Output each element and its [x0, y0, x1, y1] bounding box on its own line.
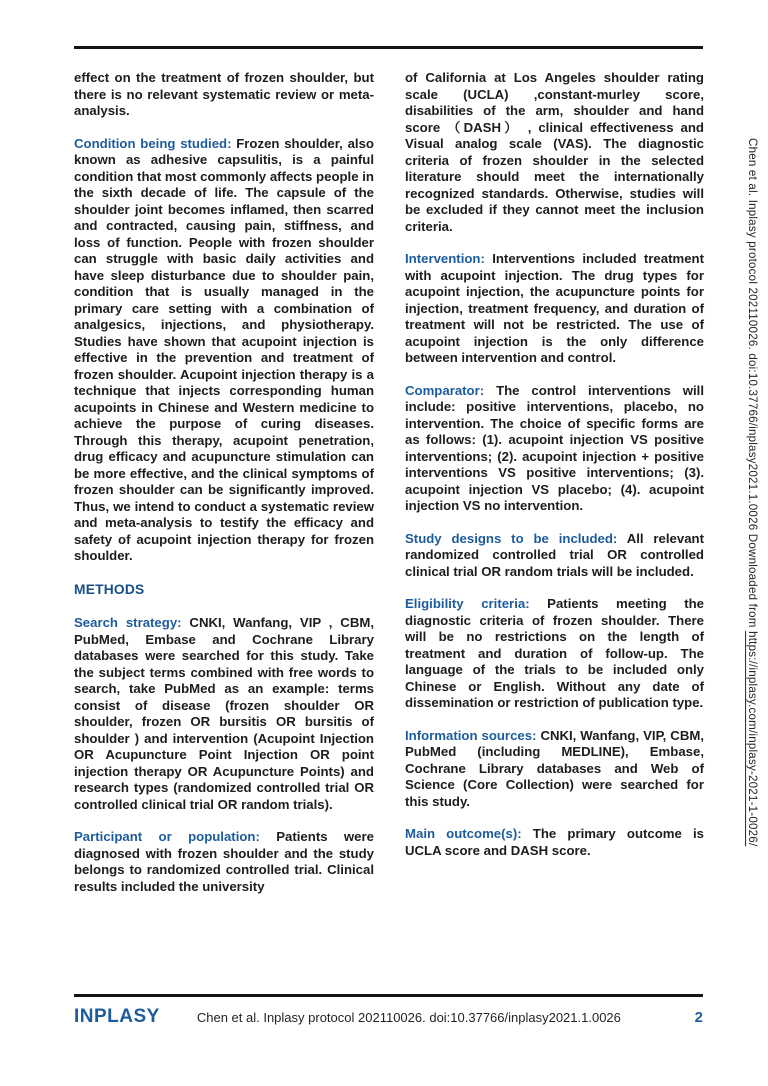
- paragraph-text: CNKI, Wanfang, VIP, CBM, PubMed (including MEDLINE), Embase, Cochrane Library databases and Web of Science (Core Collection) were searched for this study.: [405, 727, 704, 809]
- paragraph-text: Frozen shoulder, also known as adhesive capsulitis, is a painful condition that most commonly affects people in the sixth decade of life. The capsule of the shoulder joint becomes inflamed, then scarred and contracted, causing pain, stiffness, and loss of function. People with frozen shoulder can struggle with basic daily activities and have sleep disturbance due to shoulder pain, condition that is usually managed in the primary care setting with a combination of analgesics, injections, and physiotherapy. Studies have shown that acupoint injection is effective in the prevention and treatment of frozen shoulder. Acupoint injection therapy is a technique that injects corresponding human acupoints in Chinese and Western medicine to achieve the purpose of curing diseases. Through this therapy, acupoint penetration, drug efficacy and acupuncture stimulation can be more effective, and the clinical symptoms of frozen shoulder can be significantly improved. Thus, we intend to conduct a systematic review and meta-analysis to testify the efficacy and safety of acupoint injection therapy for frozen shoulder.: [74, 135, 374, 563]
- left-column: [74, 70, 374, 895]
- section-paragraph: [74, 136, 374, 565]
- section-label: Information sources:: [405, 727, 541, 743]
- sidebar-citation-link[interactable]: https://inplasy.com/inplasy-2021-1-0026/: [746, 631, 759, 847]
- vertical-citation-sidebar: [741, 138, 763, 974]
- section-paragraph: [405, 596, 704, 712]
- section-paragraph: [405, 383, 704, 515]
- section-paragraph: [74, 829, 374, 895]
- section-label: Participant or population:: [74, 829, 277, 844]
- paragraph-text: The primary outcome is UCLA score and DASH score.: [405, 826, 705, 858]
- paragraph-text: Patients meeting the diagnostic criteria of frozen shoulder. There will be no restrictions on the length of treatment and duration of follow-up. The language of the trials to be included only Chinese or English. Without any date of dissemination or restriction of publication type.: [405, 596, 704, 710]
- paragraph-text: The control interventions will include: positive interventions, placebo, no intervention. The choice of specific forms are as follows: (1). acupoint injection VS positive interventions; (2). acupoint injection + positive interventions VS positive interventions; (3). acupoint injection VS placebo; (4). acupoint injection VS no intervention.: [405, 382, 705, 513]
- inplasy-logo: INPLASY: [74, 1006, 160, 1027]
- sidebar-citation-text: [745, 138, 759, 846]
- sidebar-citation-plain: Chen et al. Inplasy protocol 202110026. doi:10.37766/inplasy2021.1.0026 Downloaded from: [746, 138, 759, 632]
- section-paragraph: [405, 728, 704, 811]
- section-label: Condition being studied:: [74, 135, 237, 151]
- section-paragraph: [405, 531, 704, 581]
- section-paragraph: [405, 251, 704, 367]
- section-paragraph: [74, 70, 374, 120]
- paragraph-text: Interventions included treatment with acupoint injection. The drug types for acupoint injection, the acupuncture points for injection, treatment frequency, and duration of treatment will not be restricted. The use of acupoint injection is the only difference between intervention and control.: [405, 251, 704, 365]
- top-rule: [74, 46, 703, 49]
- section-label: Main outcome(s):: [405, 826, 533, 841]
- section-paragraph: [405, 826, 704, 859]
- methods-section-heading: METHODS: [74, 581, 145, 597]
- footer: [74, 1006, 703, 1028]
- paragraph-text: CNKI, Wanfang, VIP , CBM, PubMed, Embase and Cochrane Library databases were searched for this study. Take the subject terms combined with free words to search, take PubMed as an example: terms consist of disease (frozen shoulder OR shoulder, frozen OR bursitis OR bursitis of shoulder ) and intervention (Acupoint Injection OR Acupuncture Point Injection OR point injection therapy OR Acupuncture Points) and research types (randomized controlled trial OR controlled clinical trial OR random trials).: [74, 615, 375, 812]
- two-column-body: [74, 70, 704, 895]
- paragraph-text: Patients were diagnosed with frozen shoulder and the study belongs to randomized controlled trial. Clinical results included the university: [74, 829, 374, 894]
- footer-citation: Chen et al. Inplasy protocol 202110026. doi:10.37766/inplasy2021.1.0026: [196, 1009, 621, 1025]
- section-label: Search strategy:: [74, 615, 190, 630]
- paragraph-text: All relevant randomized controlled trial OR controlled clinical trial OR random trials will be included.: [405, 530, 704, 579]
- bottom-rule: [74, 994, 703, 997]
- page-number: 2: [694, 1008, 703, 1026]
- section-label: Comparator:: [405, 382, 497, 398]
- paragraph-text: effect on the treatment of frozen shoulder, but there is no relevant systematic review or meta-analysis.: [74, 70, 374, 118]
- section-paragraph: [74, 615, 374, 813]
- right-column: [405, 70, 704, 895]
- section-label: Intervention:: [405, 251, 493, 266]
- section-paragraph: [405, 70, 704, 235]
- section-label: Eligibility criteria:: [405, 596, 548, 611]
- section-label: Study designs to be included:: [405, 530, 627, 546]
- paragraph-text: of California at Los Angeles shoulder rating scale (UCLA) ,constant-murley score, disabilities of the arm, shoulder and hand score （DASH） , clinical effectiveness and Visual analog scale (VAS). The diagnostic criteria of frozen shoulder in the selected literature should meet the internationally recognized standards. Otherwise, studies will be excluded if they cannot meet the inclusion criteria.: [405, 70, 704, 234]
